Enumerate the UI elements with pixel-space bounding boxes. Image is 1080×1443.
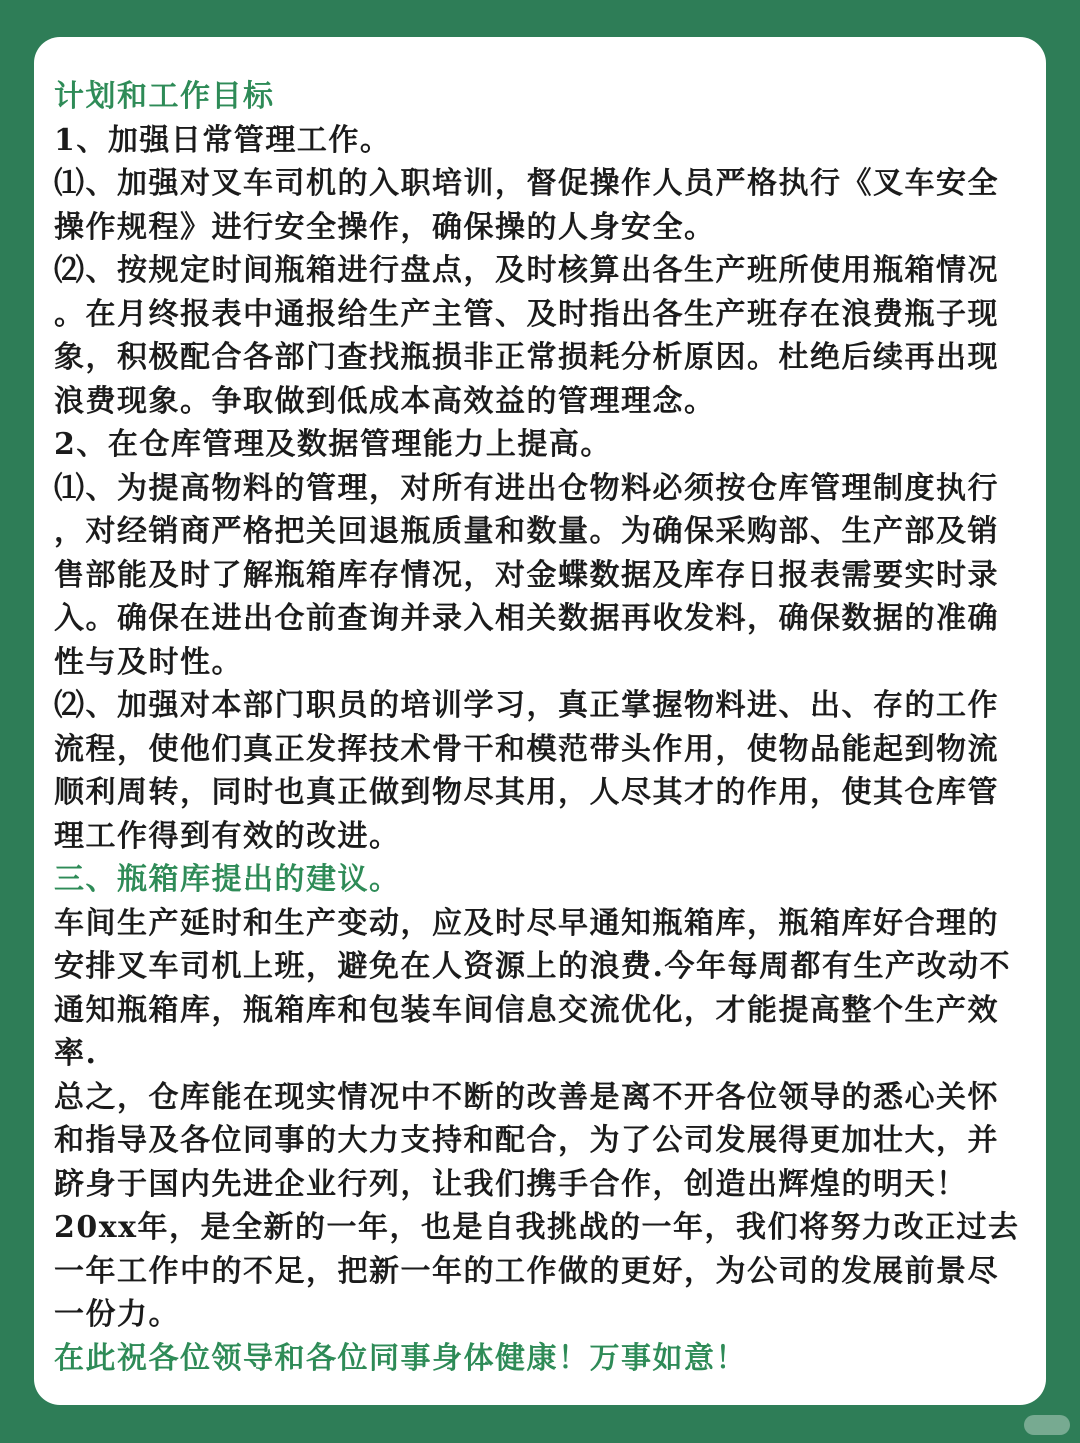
text-line: 跻身于国内先进企业行列，让我们携手合作，创造出辉煌的明天！ [54,1166,968,1202]
section-heading: 计划和工作目标 [54,79,275,114]
text-line: 一份力。 [54,1297,180,1332]
text-line: 安排叉车司机上班，避免在人资源上的浪费.今年每周都有生产改动不 [54,949,1011,984]
text-line: 操作规程》进行安全操作，确保操的人身安全。 [54,209,716,245]
text-line: ⑵、按规定时间瓶箱进行盘点，及时核算出各生产班所使用瓶箱情况 [54,253,999,288]
text-line: 入。确保在进出仓前查询并录入相关数据再收发料，确保数据的准确 [54,601,999,636]
text-line: ⑴、为提高物料的管理，对所有进出仓物料必须按仓库管理制度执行 [54,470,999,506]
document-card [34,37,1046,1405]
text-line: 理工作得到有效的改进。 [54,818,401,854]
text-line: 顺利周转，同时也真正做到物尽其用，人尽其才的作用，使其仓库管 [54,775,999,810]
watermark-badge [1024,1415,1070,1435]
text-line: 流程，使他们真正发挥技术骨干和模范带头作用，使物品能起到物流 [54,731,999,767]
text-line: 通知瓶箱库，瓶箱库和包装车间信息交流优化，才能提高整个生产效 [54,992,999,1028]
text-line: 。在月终报表中通报给生产主管、及时指出各生产班存在浪费瓶子现 [54,296,999,332]
text-line: 性与及时性。 [54,644,243,680]
text-line: 车间生产延时和生产变动，应及时尽早通知瓶箱库，瓶箱库好合理的 [54,905,999,941]
text-line: 售部能及时了解瓶箱库存情况，对金蝶数据及库存日报表需要实时录 [54,557,999,593]
text-line: 20xx年，是全新的一年，也是自我挑战的一年，我们将努力改正过去 [54,1210,1020,1245]
text-line: 一年工作中的不足，把新一年的工作做的更好，为公司的发展前景尽 [54,1253,999,1289]
text-line: 浪费现象。争取做到低成本高效益的管理理念。 [54,383,716,419]
text-line: 率. [54,1036,98,1071]
text-line: 总之，仓库能在现实情况中不断的改善是离不开各位领导的悉心关怀 [54,1079,999,1115]
text-line: 和指导及各位同事的大力支持和配合，为了公司发展得更加壮大，并 [54,1123,999,1158]
text-line: ⑴、加强对叉车司机的入职培训，督促操作人员严格执行《叉车安全 [54,166,999,201]
text-line: ，对经销商严格把关回退瓶质量和数量。为确保采购部、生产部及销 [54,514,999,549]
text-line: 三、瓶箱库提出的建议。 [54,862,401,897]
text-line: 在此祝各位领导和各位同事身体健康！万事如意！ [54,1340,747,1376]
text-line: ⑵、加强对本部门职员的培训学习，真正掌握物料进、出、存的工作 [54,688,999,723]
text-line: 1、加强日常管理工作。 [54,122,392,158]
text-line: 象，积极配合各部门查找瓶损非正常损耗分析原因。杜绝后续再出现 [54,340,999,375]
text-line: 2、在仓库管理及数据管理能力上提高。 [54,427,612,462]
